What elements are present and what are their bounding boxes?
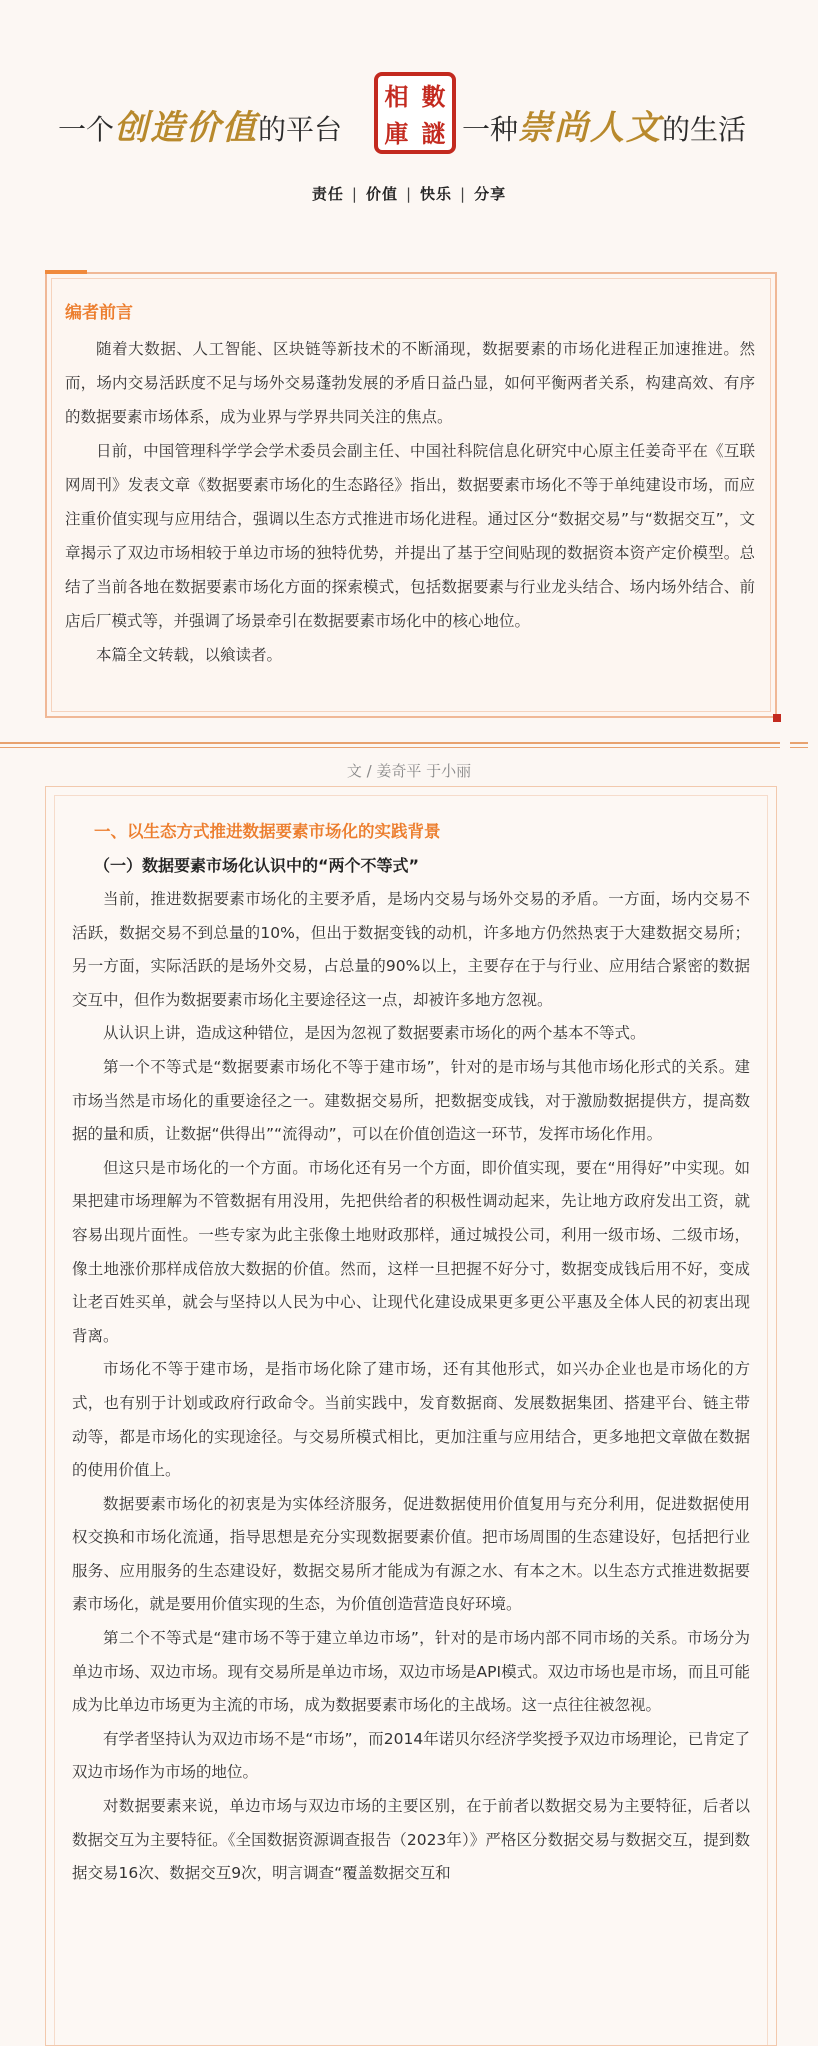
article-paragraph: 市场化不等于建市场，是指市场化除了建市场，还有其他形式，如兴办企业也是市场化的方式，也有别于计划或政府行政命令。当前实践中，发育数据商、发展数据集团、搭建平台、链主带动等，都是市场化的实现途径。与交易所模式相比，更加注重与应用结合，更多地把文章做在数据的使用价值上。	[72, 1360, 750, 1480]
corner-dot	[773, 714, 781, 722]
header-banner	[0, 0, 818, 245]
subsection-title: （一）数据要素市场化认识中的“两个不等式”	[94, 856, 420, 875]
value-item: 价值	[365, 185, 398, 203]
value-separator: |	[460, 185, 467, 203]
seal-char: 謎	[421, 119, 446, 148]
editor-note-title: 编者前言	[65, 303, 133, 323]
value-item: 快乐	[420, 185, 453, 203]
seal-logo	[374, 72, 456, 154]
editor-note-paragraph: 日前，中国管理科学学会学术委员会副主任、中国社科院信息化研究中心原主任姜奇平在《互联网周刊》发表文章《数据要素市场化的生态路径》指出，数据要素市场化不等于单纯建设市场，而应注重价值实现与应用结合，强调以生态方式推进市场化进程。通过区分“数据交易”与“数据交互”，文章揭示了双边市场相较于单边市场的独特优势，并提出了基于空间贴现的数据资本资产定价模型。总结了当前各地在数据要素市场化方面的探索模式，包括数据要素与行业龙头结合、场内场外结合、前店后厂模式等，并强调了场景牵引在数据要素市场化中的核心地位。	[65, 442, 755, 630]
article-paragraph: 有学者坚持认为双边市场不是“市场”，而2014年诺贝尔经济学奖授予双边市场理论，已肯定了双边市场作为市场的地位。	[72, 1729, 750, 1782]
slogan-left-prefix: 一个	[58, 113, 115, 146]
article-body	[72, 815, 750, 1891]
article-box	[45, 786, 777, 2046]
value-separator: |	[405, 185, 413, 203]
article-paragraph: 数据要素市场化的初衷是为实体经济服务，促进数据使用价值复用与充分利用，促进数据使用权交换和市场化流通，指导思想是充分实现数据要素价值。把市场周围的生态建设好，包括把行业服务、应用服务的生态建设好，数据交易所才能成为有源之水、有本之木。以生态方式推进数据要素市场化，就是要用价值实现的生态，为价值创造营造良好环境。	[72, 1494, 750, 1614]
seal-char: 數	[421, 82, 446, 111]
value-separator: |	[351, 185, 358, 203]
article-paragraph: 第二个不等式是“建市场不等于建立单边市场”，针对的是市场内部不同市场的关系。市场分为单边市场、双边市场。现有交易所是单边市场，双边市场是API模式。双边市场也是市场，而且可能成为比单边市场更为主流的市场，成为数据要素市场化的主战场。这一点往往被忽视。	[72, 1629, 750, 1715]
value-item: 分享	[474, 185, 507, 203]
byline: 文 / 姜奇平 于小丽	[346, 762, 472, 780]
value-item: 责任	[311, 185, 344, 203]
article-paragraph: 但这只是市场化的一个方面。市场化还有另一个方面，即价值实现，要在“用得好”中实现。如果把建市场理解为不管数据有用没用，先把供给者的积极性调动起来，先让地方政府发出工资，就容易出现片面性。一些专家为此主张像土地财政那样，通过城投公司，利用一级市场、二级市场，像土地涨价那样成倍放大数据的价值。然而，这样一旦把握不好分寸，数据变成钱后用不好，变成让老百姓买单，就会与坚持以人民为中心、让现代化建设成果更多更公平惠及全体人民的初衷出现背离。	[72, 1158, 750, 1345]
slogan-right-prefix: 一种	[462, 113, 519, 146]
seal-char: 相	[384, 82, 409, 111]
slogan-right-accent: 崇尚人文	[518, 108, 663, 148]
article-paragraph: 第一个不等式是“数据要素市场化不等于建市场”，针对的是市场与其他市场化形式的关系。建市场当然是市场化的重要途径之一。建数据交易所，把数据变成钱，对于激励数据提供方，提高数据的量和质，让数据“供得出”“流得动”，可以在价值创造这一环节，发挥市场化作用。	[72, 1057, 750, 1144]
slogan-right	[462, 100, 746, 149]
article-paragraph: 从认识上讲，造成这种错位，是因为忽视了数据要素市场化的两个基本不等式。	[103, 1024, 646, 1043]
values-line	[0, 183, 818, 204]
editor-note-paragraph: 随着大数据、人工智能、区块链等新技术的不断涌现，数据要素的市场化进程正加速推进。然而，场内交易活跃度不足与场外交易蓬勃发展的矛盾日益凸显，如何平衡两者关系，构建高效、有序的数据要素市场体系，成为业界与学界共同关注的焦点。	[65, 340, 755, 426]
article-paragraph: 当前，推进数据要素市场化的主要矛盾，是场内交易与场外交易的矛盾。一方面，场内交易不活跃，数据交易不到总量的10%，但出于数据变钱的动机，许多地方仍然热衷于大建数据交易所；另一方面，实际活跃的是场外交易，占总量的90%以上，主要存在于与行业、应用结合紧密的数据交互中，但作为数据要素市场化主要途径这一点，却被许多地方忽视。	[72, 890, 750, 1009]
seal-char: 庫	[384, 119, 409, 148]
editor-note-body	[65, 332, 755, 672]
editor-note-paragraph: 本篇全文转载，以飨读者。	[96, 646, 283, 664]
slogan-left-suffix: 的平台	[258, 113, 343, 146]
section-title: 一、以生态方式推进数据要素市场化的实践背景	[94, 822, 441, 841]
corner-accent	[45, 270, 87, 274]
slogan-left	[58, 100, 342, 149]
slogan-left-accent: 创造价值	[114, 108, 259, 148]
editor-note-box	[45, 272, 777, 718]
section-divider	[0, 742, 818, 756]
slogan-right-suffix: 的生活	[662, 113, 747, 146]
article-paragraph: 对数据要素来说，单边市场与双边市场的主要区别，在于前者以数据交易为主要特征，后者以数据交互为主要特征。《全国数据资源调查报告（2023年）》严格区分数据交易与数据交互，提到数据交易16次、数据交互9次，明言调查“覆盖数据交互和	[72, 1797, 750, 1883]
